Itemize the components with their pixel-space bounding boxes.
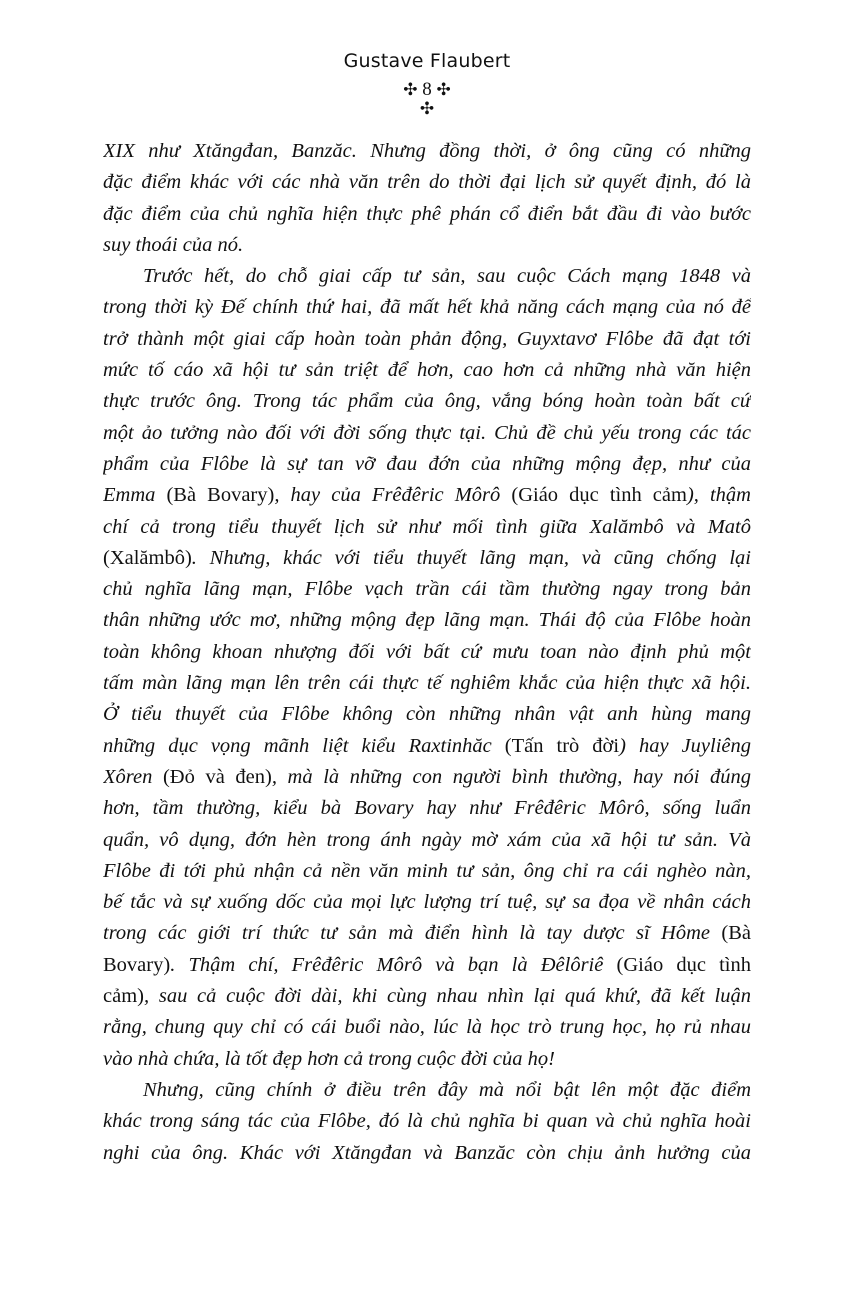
paragraph [103,1075,751,1169]
text-segment: , hay của Frêđêric Môrô [274,484,512,507]
text-segment: trong thời kỳ Đế chính thứ hai, đã mất hết khả năng cách mạng của nó để [103,296,751,319]
paragraph [103,261,751,1075]
text-line [103,762,751,793]
text-line [103,136,751,167]
page-number: 8 [422,79,432,100]
text-segment: một ảo tưởng nào đối với đời sống thực tại. Chủ đề chủ yếu trong các tác [103,421,751,444]
text-segment: tấm màn lãng mạn lên trên cái thực tế nghiêm khắc của hiện thực xã hội. [103,672,751,695]
text-segment: Nhưng, cũng chính ở điều trên đây mà nổi bật lên một đặc điểm [143,1078,751,1101]
text-line [103,386,751,417]
text-line [103,512,751,543]
paragraph [103,136,751,261]
text-segment: Trước hết, do chỗ giai cấp tư sản, sau cuộc Cách mạng 1848 và [143,265,751,288]
text-line [103,1075,751,1106]
text-segment: Flôbe đi tới phủ nhận cả nền văn minh tư sản, ông chỉ ra cái nghèo nàn, [103,859,751,882]
work-title-text: (Đỏ và đen) [162,765,272,788]
text-line [103,355,751,386]
ornament-icon: ✣ [403,80,418,100]
text-line [103,668,751,699]
text-line [103,199,751,230]
text-segment: thực trước ông. Trong tác phẩm của ông, vắng bóng hoàn toàn bất cứ [103,390,751,413]
text-segment: trở thành một giai cấp hoàn toàn phản động, Guyxtavơ Flôbe đã đạt tới [103,327,751,350]
text-segment: toàn không khoan nhượng đối với bất cứ mưu toan nào định phủ một [103,640,751,663]
text-segment: hơn, tầm thường, kiểu bà Bovary hay như Frêđêric Môrô, sống luẩn [103,797,751,820]
text-segment: phẩm của Flôbe là sự tan vỡ đau đớn của những mộng đẹp, như của [103,452,751,475]
work-title-text: (Bà [721,922,751,945]
text-segment: khác trong sáng tác của Flôbe, đó là chủ nghĩa bi quan và chủ nghĩa hoài [103,1110,751,1133]
text-segment: đặc điểm khác với các nhà văn trên do thời đại lịch sử quyết định, đó là [103,171,751,194]
text-line [103,543,751,574]
text-line [103,292,751,323]
text-line [103,950,751,981]
text-segment: đặc điểm của chủ nghĩa hiện thực phê phán cổ điển bắt đầu đi vào bước [103,202,751,225]
text-segment: . Thậm chí, Frêđêric Môrô và bạn là Đêlôriê [170,953,617,976]
text-segment: thân những ước mơ, những mộng đẹp lãng mạn. Thái độ của Flôbe hoàn [103,609,751,632]
text-line [103,918,751,949]
text-line [103,230,751,261]
page-number-line [0,79,854,101]
text-line [103,1012,751,1043]
text-line [103,699,751,730]
text-line [103,1138,751,1169]
text-segment: Emma [103,484,167,507]
text-segment: . Nhưng, khác với tiểu thuyết lãng mạn, và cũng chống lại [191,546,751,569]
text-segment: ), thậm [686,484,751,507]
text-line [103,167,751,198]
running-header-title: Gustave Flaubert [343,50,511,72]
text-segment: những dục vọng mãnh liệt kiểu Raxtinhăc [103,734,505,757]
text-segment: XIX như Xtăngđan, Banzăc. Nhưng đồng thời, ở ông cũng có những [103,140,751,162]
text-segment: chí cả trong tiểu thuyết lịch sử như mối tình giữa Xalămbô và Matô [103,515,751,538]
text-line [103,449,751,480]
text-segment: , mà là những con người bình thường, hay nói đúng [271,765,751,788]
text-segment: , sau cả cuộc đời dài, khi cùng nhau nhìn lại quá khứ, đã kết luận [143,985,751,1008]
text-line [103,856,751,887]
text-segment: quẩn, vô dụng, đớn hèn trong ánh ngày mờ xám của xã hội tư sản. Và [103,828,751,851]
text-segment: mức tố cáo xã hội tư sản triệt để hơn, cao hơn cả những nhà văn hiện [103,359,751,382]
work-title-text: (Bà Bovary) [166,484,275,507]
work-title-text: (Giáo dục tình [616,953,751,976]
ornament-icon: ✣ [419,99,435,119]
text-line [103,574,751,605]
text-segment: bế tắc và sự xuống dốc của mọi lực lượng trí tuệ, sự sa đọa về nhân cách [103,891,751,914]
text-line [103,261,751,292]
work-title-text: (Tấn trò đời [504,734,620,757]
text-line [103,825,751,856]
text-line [103,981,751,1012]
text-line [103,324,751,355]
text-line [103,480,751,511]
text-line [103,637,751,668]
text-line [103,418,751,449]
text-line [103,1044,751,1075]
text-line [103,1106,751,1137]
text-segment: chủ nghĩa lãng mạn, Flôbe vạch trần cái tầm thường ngay trong bản [103,578,751,601]
text-line [103,731,751,762]
work-title-text: Bovary) [103,953,171,976]
text-segment: Ở tiểu thuyết của Flôbe không còn những nhân vật anh hùng mang [103,703,751,726]
text-segment: suy thoái của nó. [103,233,244,256]
body-text [103,136,751,1169]
text-segment: ) hay Juyliêng [619,734,751,757]
text-segment: Xôren [103,765,163,788]
work-title-text: (Xalămbô) [103,546,192,569]
ornament-icon: ✣ [436,80,451,100]
work-title-text: (Giáo dục tình cảm [511,484,687,507]
text-line [103,887,751,918]
text-segment: nghi của ông. Khác với Xtăngđan và Banzăc còn chịu ảnh hưởng của [103,1141,751,1164]
text-line [103,605,751,636]
text-line [103,793,751,824]
text-segment: vào nhà chứa, là tốt đẹp hơn cả trong cuộc đời của họ! [103,1047,555,1070]
text-segment: trong các giới trí thức tư sản mà điển hình là tay dược sĩ Hôme [103,922,722,945]
work-title-text: cảm) [103,985,144,1008]
text-segment: rằng, chung quy chỉ có cái buổi nào, lúc là học trò trung học, họ rủ nhau [103,1016,751,1039]
